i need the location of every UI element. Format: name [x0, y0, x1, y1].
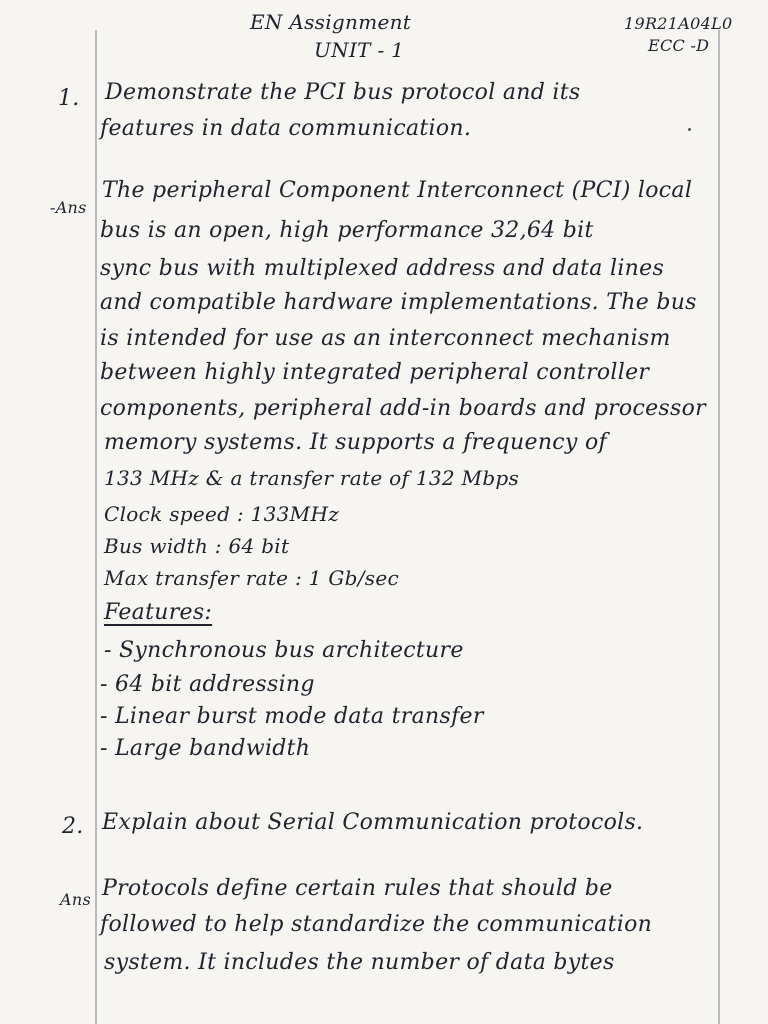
question-2-number: 2. — [62, 814, 84, 839]
answer-1-line: 133 MHz & a transfer rate of 132 Mbps — [104, 466, 520, 490]
question-1-line: Demonstrate the PCI bus protocol and its — [105, 80, 581, 105]
answer-1-line: sync bus with multiplexed address and data lines — [100, 256, 665, 281]
feature-item: - Large bandwidth — [100, 736, 311, 761]
roll-number: 19R21A04L0 — [624, 14, 733, 33]
answer-1-line: and compatible hardware implementations. The bus — [100, 290, 697, 315]
answer-2-line: followed to help standardize the communication — [100, 912, 653, 937]
feature-item: - 64 bit addressing — [100, 672, 315, 697]
feature-item: - Synchronous bus architecture — [104, 638, 464, 663]
spec-max-transfer-rate: Max transfer rate : 1 Gb/sec — [104, 566, 399, 590]
feature-item: - Linear burst mode data transfer — [100, 704, 484, 729]
answer-1-line: The peripheral Component Interconnect (PCI) local — [102, 178, 693, 203]
spec-clock-speed: Clock speed : 133MHz — [104, 502, 340, 526]
answer-1-line: components, peripheral add-in boards and processor — [100, 396, 706, 421]
features-heading: Features: — [104, 600, 213, 625]
question-1-number: 1. — [58, 86, 80, 111]
question-1-line: features in data communication. — [100, 116, 472, 141]
ink-dot — [688, 128, 691, 131]
answer-2-line: system. It includes the number of data bytes — [104, 950, 615, 975]
unit-label: UNIT - 1 — [314, 38, 405, 62]
right-margin-line — [718, 30, 720, 1024]
answer-2-line: Protocols define certain rules that should be — [102, 876, 613, 901]
assignment-title: EN Assignment — [250, 10, 412, 34]
section-label: ECC -D — [648, 36, 710, 55]
answer-2-marker: Ans — [60, 890, 91, 909]
answer-1-line: bus is an open, high performance 32,64 bit — [100, 218, 594, 243]
answer-1-line: between highly integrated peripheral controller — [100, 360, 650, 385]
answer-1-line: is intended for use as an interconnect mechanism — [100, 326, 671, 351]
answer-1-line: memory systems. It supports a frequency of — [104, 430, 607, 455]
spec-bus-width: Bus width : 64 bit — [104, 534, 290, 558]
answer-1-marker: -Ans — [50, 198, 87, 217]
question-2-line: Explain about Serial Communication protocols. — [102, 810, 644, 835]
left-margin-line — [95, 30, 97, 1024]
